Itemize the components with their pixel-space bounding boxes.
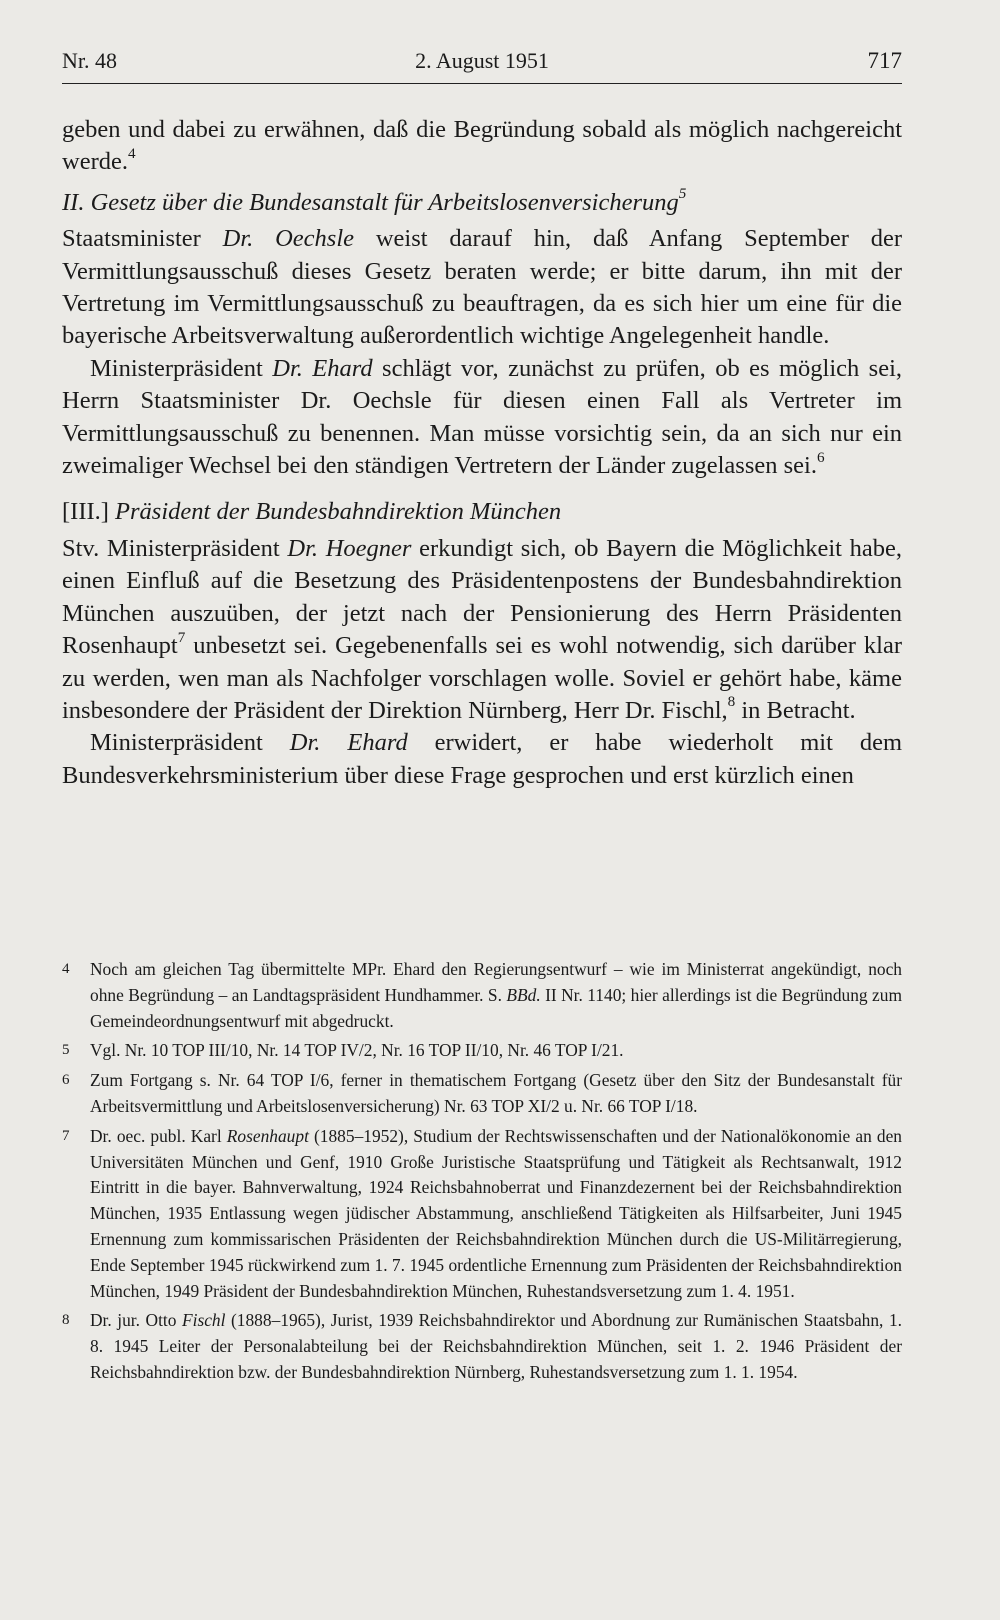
paragraph-ehard-1: Ministerpräsident Dr. Ehard schlägt vor, zunächst zu prüfen, ob es möglich sei, Herrn Staatsminister Dr. Oechsle für diesen einen Fall als Vertreter im Vermittlungsausschuß zu benennen. Man müsse vorsichtig sein, da an sich nur ein zweimaliger Wechsel bei den ständigen Vertretern der Länder zugelassen sei.$^6$ [62,354,902,480]
page-number: 717 [867,48,902,73]
footnote-ref-6: 6 [816,448,825,466]
speaker-name: Dr. Ehard [272,354,373,382]
speaker-name: Dr. Hoegner [287,534,412,562]
paragraph-continuation: geben und dabei zu erwähnen, daß die Begründung sobald als möglich nachgereicht werde.$^4$ [62,116,902,176]
main-text [62,114,902,792]
paragraph-hoegner: Stv. Ministerpräsident Dr. Hoegner erkundigt sich, ob Bayern die Möglichkeit habe, einen Einfluß auf die Besetzung des Präsidentenpostens der Bundesbahndirektion München auszuüben, der jetzt nach der Pensionierung des Herrn Präsidenten Rosenhaupt$^7$ unbesetzt sei. Gegebenenfalls sei es wohl notwendig, sich darüber klar zu werden, wen man als Nachfolger vorschlagen wolle. Soviel er gehört habe, käme insbesondere der Präsident der Direktion Nürnberg, Herr Dr. Fischl,$^8$ in Betracht. [62,534,902,724]
paragraph-oechsle: Staatsminister Dr. Oechsle weist darauf hin, daß Anfang September der Vermittlungsausschuß dieses Gesetz beraten werde; er bitte darum, ihn mit der Vertretung im Vermittlungsausschuß zu beauftragen, da es sich hier um eine für die bayerische Arbeitsverwaltung außerordentlich wichtige Angelegenheit handle. [62,225,902,350]
footnotes [62,957,902,1390]
header-rule [62,83,902,84]
speaker-name: Dr. Oechsle [222,225,355,253]
footnote-ref-7: 7 [177,628,186,646]
paragraph-ehard-2: Ministerpräsident Dr. Ehard erwidert, er habe wiederholt mit dem Bundesverkehrsministerium über diese Frage gesprochen und erst kürzlich einen [62,729,903,789]
section-heading-iii: [III.] Präsident der Bundesbahndirektion München [62,498,562,526]
speaker-name: Dr. Ehard [289,729,408,757]
footnote-ref-4: 4 [127,144,136,162]
footnote-6: 6 Zum Fortgang s. Nr. 64 TOP I/6, ferner in thematischem Fortgang (Gesetz über den Sitz der Bundesanstalt für Arbeitsvermittlung und Arbeitslosenversicherung) Nr. 63 TOP XI/2 u. Nr. 66 TOP I/18. [62,1070,902,1116]
running-header [62,46,902,80]
footnote-4: 4 Noch am gleichen Tag übermittelte MPr. Ehard den Regierungsentwurf – wie im Ministerrat angekündigt, noch ohne Begründung – an Landtagspräsident Hundhammer. S. BBd. II Nr. 1140; hier allerdings ist die Begründung zum Gemeindeordnungsentwurf mit abgedruckt. [62,959,902,1031]
footnote-ref-5: 5 [678,185,687,203]
footnote-ref-8: 8 [727,693,736,711]
section-heading-ii: II. Gesetz über die Bundesanstalt für Arbeitslosenversicherung$^5$ [62,185,687,216]
footnote-7: 7 Dr. oec. publ. Karl Rosenhaupt (1885–1952), Studium der Rechtswissenschaften und der Nationalökonomie an den Universitäten München und Genf, 1910 Große Juristische Staatsprüfung und Tätigkeit als Rechtsanwalt, 1912 Eintritt in die bayer. Bahnverwaltung, 1924 Reichsbahnoberrat und Finanzdezernent bei der Reichsbahndirektion München, 1935 Entlassung wegen jüdischer Abstammung, anschließend Tätigkeiten als Hilfsarbeiter, Juni 1945 Ernennung zum kommissarischen Präsidenten der Reichsbahndirektion München durch die US-Militärregierung, Ende September 1945 rückwirkend zum 1. 7. 1945 ordentliche Ernennung zum Präsidenten der Reichsbahndirektion München, 1949 Präsident der Bundesbahndirektion München, Ruhestandsversetzung zum 1. 4. 1951. [62,1125,902,1301]
footnote-8: 8 Dr. jur. Otto Fischl (1888–1965), Jurist, 1939 Reichsbahndirektor und Abordnung zur Rumänischen Staatsbahn, 1. 8. 1945 Leiter der Personalabteilung bei der Reichsbahndirektion München, seit 1. 2. 1946 Präsident der Reichsbahndirektion bzw. der Bundesbahndirektion Nürnberg, Ruhestandsversetzung zum 1. 1. 1954. [62,1310,902,1382]
footnote-5: 5 Vgl. Nr. 10 TOP III/10, Nr. 14 TOP IV/2, Nr. 16 TOP II/10, Nr. 46 TOP I/21. [62,1040,624,1061]
document-number: Nr. 48 [62,48,117,73]
header-date: 2. August 1951 [415,48,549,73]
